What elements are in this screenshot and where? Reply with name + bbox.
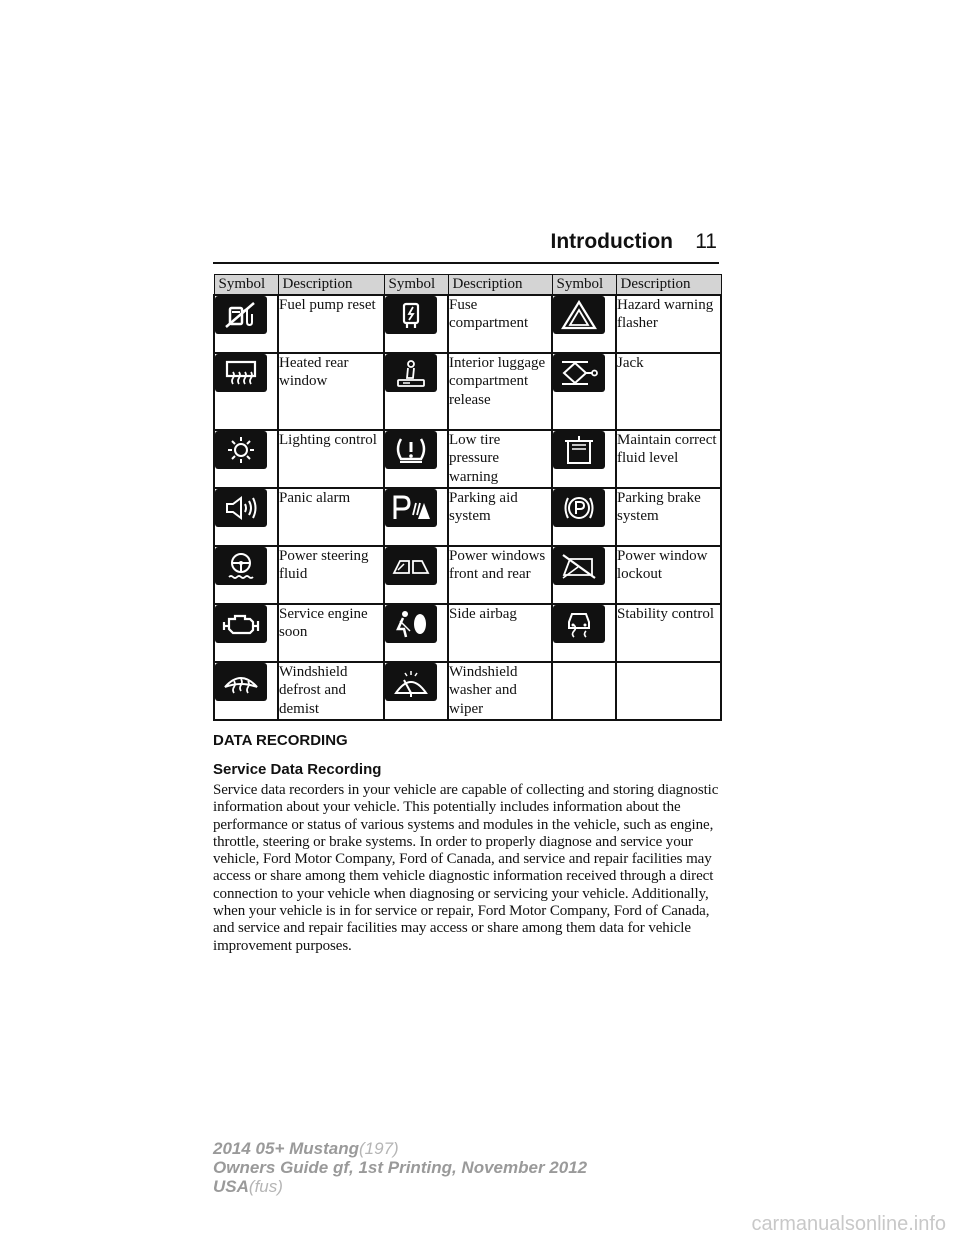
lighting-control-icon [215, 431, 267, 469]
symbol-description: Maintain correct fluid level [616, 430, 721, 488]
side-airbag-icon [385, 605, 437, 643]
footer-model: 2014 05+ Mustang [213, 1139, 359, 1158]
symbol-description: Fuse compartment [448, 295, 552, 353]
symbol-description: Windshield washer and wiper [448, 662, 552, 720]
parking-aid-icon [385, 489, 437, 527]
symbol-description: Windshield defrost and demist [278, 662, 384, 720]
symbol-description: Side airbag [448, 604, 552, 662]
symbol-description: Interior luggage compartment release [448, 353, 552, 430]
table-row [214, 353, 721, 430]
symbol-description: Low tire pressure warning [448, 430, 552, 488]
symbol-description: Power windows front and rear [448, 546, 552, 604]
table-header-row [214, 275, 721, 295]
data-recording-section [213, 732, 725, 955]
column-header: Symbol [552, 275, 616, 295]
column-header: Symbol [384, 275, 448, 295]
symbol-description: Lighting control [278, 430, 384, 488]
table-row [214, 430, 721, 488]
body-paragraph: Service data recorders in your vehicle are capable of collecting and storing diagnostic information about your vehicle. This potentially includes information about the performance or status of various systems and modules in the vehicle, such as engine, throttle, steering or brake systems. In order to properly diagnose and service your vehicle, Ford Motor Company, Ford of Canada, and service and repair facilities may access or share among them vehicle diagnostic information received through a direct connection to your vehicle when diagnosing or servicing your vehicle. Additionally, when your vehicle is in for service or repair, Ford Motor Company, Ford of Canada, and service and repair facilities may access or share among them data for vehicle improvement purposes. [213, 782, 719, 954]
parking-brake-icon [553, 489, 605, 527]
windshield-defrost-icon [215, 663, 267, 701]
service-engine-icon [215, 605, 267, 643]
column-header: Description [616, 275, 721, 295]
symbol-description: Jack [616, 353, 721, 430]
interior-luggage-release-icon [385, 354, 437, 392]
empty-cell [552, 662, 616, 720]
table-row [214, 662, 721, 720]
footer-market: USA [213, 1177, 249, 1196]
power-steering-fluid-icon [215, 547, 267, 585]
symbol-description: Power steering fluid [278, 546, 384, 604]
section-title: Introduction [550, 230, 673, 253]
power-windows-icon [385, 547, 437, 585]
panic-alarm-icon [215, 489, 267, 527]
fuse-compartment-icon [385, 296, 437, 334]
windshield-washer-icon [385, 663, 437, 701]
hazard-warning-icon [553, 296, 605, 334]
window-lockout-icon [553, 547, 605, 585]
footer-model-code: (197) [359, 1139, 399, 1158]
table-row [214, 488, 721, 546]
symbol-description: Parking brake system [616, 488, 721, 546]
fuel-pump-reset-icon [215, 296, 267, 334]
section-heading: DATA RECORDING [213, 732, 348, 749]
column-header: Description [278, 275, 384, 295]
empty-cell [616, 662, 721, 720]
symbol-description: Power window lockout [616, 546, 721, 604]
footer-printing: Owners Guide gf, 1st Printing, November 2012 [213, 1158, 588, 1177]
symbol-description: Stability control [616, 604, 721, 662]
page-header [213, 228, 719, 264]
column-header: Symbol [214, 275, 278, 295]
symbol-description: Panic alarm [278, 488, 384, 546]
subsection-heading: Service Data Recording [213, 761, 382, 778]
symbol-description: Service engine soon [278, 604, 384, 662]
jack-icon [553, 354, 605, 392]
symbol-description: Fuel pump reset [278, 295, 384, 353]
symbol-description: Heated rear window [278, 353, 384, 430]
print-footer [213, 1139, 587, 1196]
column-header: Description [448, 275, 552, 295]
low-tire-pressure-icon [385, 431, 437, 469]
watermark: carmanualsonline.info [751, 1213, 946, 1235]
table-row [214, 546, 721, 604]
symbol-table [213, 274, 722, 721]
fluid-level-icon [553, 431, 605, 469]
footer-market-code: (fus) [248, 1177, 283, 1196]
heated-rear-window-icon [215, 354, 267, 392]
table-row [214, 295, 721, 353]
symbol-description: Parking aid system [448, 488, 552, 546]
page-number: 11 [695, 230, 717, 253]
stability-control-icon [553, 605, 605, 643]
table-row [214, 604, 721, 662]
symbol-description: Hazard warning flasher [616, 295, 721, 353]
